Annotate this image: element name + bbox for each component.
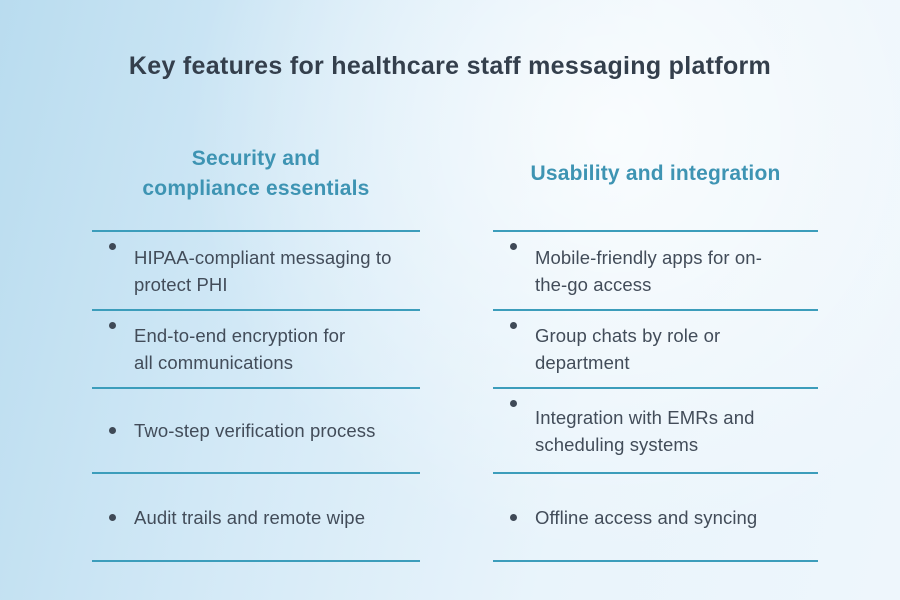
list-item	[92, 389, 420, 472]
list-item	[92, 311, 420, 387]
bullet-icon	[109, 514, 116, 521]
item-line: End-to-end encryption for	[134, 325, 346, 346]
bullet-icon	[109, 243, 116, 250]
item-line: Integration with EMRs and	[535, 406, 755, 428]
item-line: Group chats by role or	[535, 325, 721, 346]
item-line: protect PHI	[134, 273, 228, 295]
list-item	[493, 389, 818, 472]
divider-line	[493, 560, 818, 562]
item-line: Offline access and syncing	[535, 506, 758, 528]
list-item-text	[535, 504, 757, 531]
item-line: Audit trails and remote wipe	[134, 506, 366, 528]
list-item-text	[535, 244, 762, 298]
bullet-icon	[109, 322, 116, 329]
list-item-text	[535, 322, 720, 376]
bullet-icon	[510, 400, 517, 407]
column-security-compliance	[92, 135, 420, 562]
column-usability-integration	[493, 135, 818, 562]
page-title: Key features for healthcare staff messaging platform	[128, 52, 772, 80]
column-usability-heading	[493, 135, 818, 230]
item-line: scheduling systems	[535, 433, 699, 455]
list-item-text	[134, 417, 375, 444]
item-line: Two-step verification process	[134, 420, 376, 441]
bullet-icon	[510, 322, 517, 329]
bullet-icon	[510, 514, 517, 521]
list-item	[92, 232, 420, 309]
column-security-heading	[92, 135, 420, 230]
list-item-text	[134, 322, 345, 376]
bullet-icon	[109, 427, 116, 434]
list-item-text	[134, 504, 365, 531]
heading-line: compliance essentials	[142, 176, 370, 200]
item-line: all communications	[134, 352, 294, 373]
divider-line	[92, 560, 420, 562]
heading-line: Security and	[191, 146, 321, 170]
heading-line: Usability and integration	[530, 161, 781, 185]
list-item	[92, 474, 420, 560]
list-item	[493, 474, 818, 560]
item-line: department	[535, 352, 630, 373]
bullet-icon	[510, 243, 517, 250]
item-line: HIPAA-compliant messaging to	[134, 246, 392, 268]
list-item	[493, 311, 818, 387]
list-item	[493, 232, 818, 309]
item-line: Mobile-friendly apps for on-	[535, 246, 762, 268]
list-item-text	[134, 244, 391, 298]
feature-columns	[0, 135, 900, 562]
item-line: the-go access	[535, 273, 652, 295]
list-item-text	[535, 404, 754, 458]
